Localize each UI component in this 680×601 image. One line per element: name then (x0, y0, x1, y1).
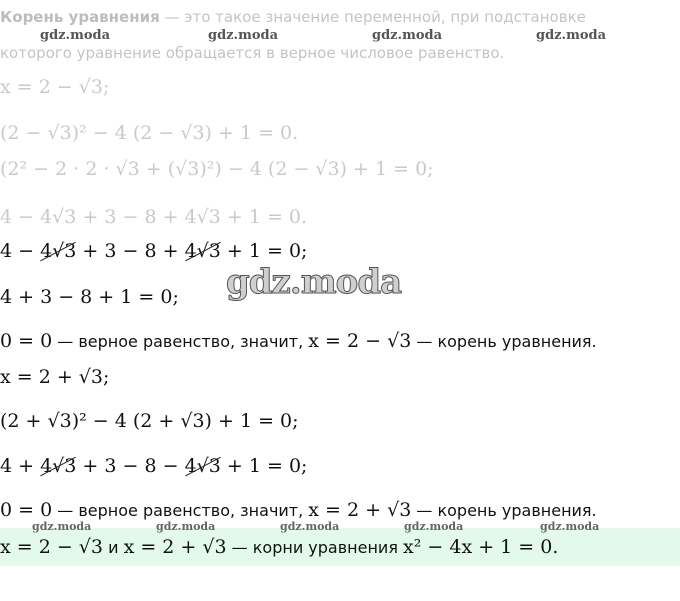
watermark: gdz.moda (404, 520, 464, 533)
result-equation: 0 = 0 (0, 499, 53, 521)
watermark: gdz.moda (280, 520, 340, 533)
term: + 1 = 0; (220, 455, 308, 477)
cancelled-term: 4√3 (184, 240, 221, 262)
term: 4 − (0, 240, 41, 262)
term: 4 + (0, 455, 41, 477)
term: + 1 = 0; (220, 240, 308, 262)
watermark: gdz.moda (156, 520, 216, 533)
part2-substitution: (2 + √3)² − 4 (2 + √3) + 1 = 0; (0, 410, 299, 432)
answer-root-1: x = 2 − √3 (0, 536, 103, 558)
definition-line-2: которого уравнение обращается в верное числовое равенство. (0, 44, 505, 62)
definition-text: — это такое значение переменной, при подстановке (159, 8, 586, 26)
watermark: gdz.moda (40, 28, 111, 43)
result-tail: — корень уравнения. (411, 501, 597, 520)
watermark: gdz.moda (208, 28, 279, 43)
part2-x-value: x = 2 + √3; (0, 366, 110, 388)
answer-equation: x² − 4x + 1 = 0. (403, 536, 559, 558)
cancelled-term: 4√3 (40, 240, 77, 262)
part1-simplify: 4 + 3 − 8 + 1 = 0; (0, 286, 179, 308)
term: + 3 − 8 + (76, 240, 185, 262)
part1-cancellation (0, 240, 307, 262)
watermark: gdz.moda (536, 28, 607, 43)
part1-result (0, 330, 597, 352)
result-text: — верное равенство, значит, (52, 501, 309, 520)
watermark: gdz.moda (32, 520, 92, 533)
cancelled-term: 4√3 (184, 455, 221, 477)
watermark: gdz.moda (540, 520, 600, 533)
part1-x-value: x = 2 − √3; (0, 76, 110, 98)
part1-expansion: (2² − 2 · 2 · √3 + (√3)²) − 4 (2 − √3) + 1 = 0; (0, 158, 434, 180)
result-equation: 0 = 0 (0, 330, 53, 352)
answer-text: — корни уравнения (226, 538, 404, 557)
part2-result (0, 499, 597, 521)
term: + 3 − 8 − (76, 455, 185, 477)
result-text: — верное равенство, значит, (52, 332, 309, 351)
result-root: x = 2 − √3 (308, 330, 412, 352)
watermark: gdz.moda (372, 28, 443, 43)
part1-substitution: (2 − √3)² − 4 (2 − √3) + 1 = 0. (0, 122, 299, 144)
part2-cancellation (0, 455, 307, 477)
definition-term: Корень уравнения (0, 8, 160, 26)
definition-line-1 (0, 8, 586, 26)
result-tail: — корень уравнения. (411, 332, 597, 351)
watermark-center: gdz.moda (226, 262, 402, 302)
part1-open-brackets: 4 − 4√3 + 3 − 8 + 4√3 + 1 = 0. (0, 206, 308, 228)
cancelled-term: 4√3 (40, 455, 77, 477)
answer-conjunction: и (103, 538, 124, 557)
answer-line (0, 536, 558, 558)
result-root: x = 2 + √3 (308, 499, 412, 521)
answer-root-2: x = 2 + √3 (123, 536, 227, 558)
